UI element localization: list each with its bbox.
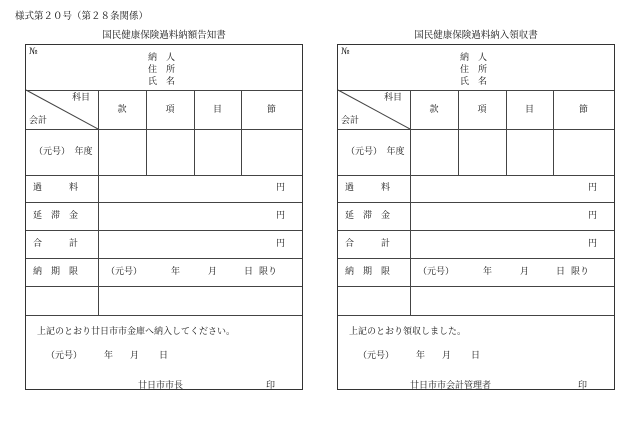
deadline-month: 月 [520, 267, 530, 277]
address-label: 住 所 [148, 65, 176, 75]
fiscal-year-label: （元号） 年度 [346, 147, 405, 157]
total-yen-unit: 円 [588, 239, 598, 249]
receipt-date-era: （元号） [358, 351, 395, 361]
document-number-label: № [341, 47, 350, 57]
notice-form [25, 24, 303, 390]
fine-label: 過 料 [33, 183, 79, 193]
column-kou: 項 [165, 105, 175, 115]
deadline-day: 日 [556, 267, 566, 277]
deadline-year: 年 [171, 267, 181, 277]
fine-yen-unit: 円 [276, 183, 286, 193]
receipt-form [337, 24, 615, 390]
deadline-suffix: 限り [259, 267, 278, 277]
deadline-label: 納 期 限 [33, 267, 79, 277]
total-yen-unit: 円 [276, 239, 286, 249]
payer-label: 納 人 [148, 53, 176, 63]
fine-yen-unit: 円 [588, 183, 598, 193]
receipt-date-day: 日 [471, 351, 481, 361]
late-fee-yen-unit: 円 [276, 211, 286, 221]
notice-form-table [25, 44, 303, 390]
column-moku: 目 [212, 105, 222, 115]
column-kou: 項 [477, 105, 487, 115]
column-kan: 款 [429, 105, 439, 115]
deadline-month: 月 [208, 267, 218, 277]
name-label: 氏 名 [148, 77, 176, 87]
total-label: 合 計 [33, 239, 79, 249]
deadline-label: 納 期 限 [345, 267, 391, 277]
issue-date-era: （元号） [46, 351, 83, 361]
deadline-era: （元号） [106, 267, 143, 277]
deadline-era: （元号） [418, 267, 455, 277]
notice-form-title: 国民健康保険過料納額告知書 [102, 30, 226, 41]
receipt-message: 上記のとおり領収しました。 [349, 327, 467, 337]
total-label: 合 計 [345, 239, 391, 249]
column-setsu: 節 [266, 105, 276, 115]
column-setsu: 節 [578, 105, 588, 115]
column-kan: 款 [117, 105, 127, 115]
address-label: 住 所 [460, 65, 488, 75]
notice-message: 上記のとおり廿日市市金庫へ納入してください。 [37, 327, 236, 337]
seal-mark: 印 [578, 381, 588, 391]
document-number-label: № [29, 47, 38, 57]
payer-label: 納 人 [460, 53, 488, 63]
deadline-suffix: 限り [571, 267, 590, 277]
seal-mark: 印 [266, 381, 276, 391]
deadline-day: 日 [244, 267, 254, 277]
fine-label: 過 料 [345, 183, 391, 193]
receipt-form-title: 国民健康保険過料納入領収書 [414, 30, 538, 41]
deadline-year: 年 [483, 267, 493, 277]
issue-date-year: 年 [104, 351, 114, 361]
account-header-label: 会計 [341, 116, 360, 126]
issue-date-day: 日 [159, 351, 169, 361]
issue-date-month: 月 [130, 351, 140, 361]
fiscal-year-label: （元号） 年度 [34, 147, 93, 157]
name-label: 氏 名 [460, 77, 488, 87]
issuer-name: 廿日市市長 [138, 381, 184, 391]
late-fee-yen-unit: 円 [588, 211, 598, 221]
receipt-date-month: 月 [442, 351, 452, 361]
late-fee-label: 延 滞 金 [33, 211, 79, 221]
column-moku: 目 [524, 105, 534, 115]
subject-header-label: 科目 [72, 93, 91, 103]
issuer-name: 廿日市市会計管理者 [410, 381, 492, 391]
late-fee-label: 延 滞 金 [345, 211, 391, 221]
receipt-date-year: 年 [416, 351, 426, 361]
form-number-label: 様式第２０号（第２８条関係） [15, 11, 149, 22]
account-header-label: 会計 [29, 116, 48, 126]
subject-header-label: 科目 [384, 93, 403, 103]
receipt-form-table [337, 44, 615, 390]
